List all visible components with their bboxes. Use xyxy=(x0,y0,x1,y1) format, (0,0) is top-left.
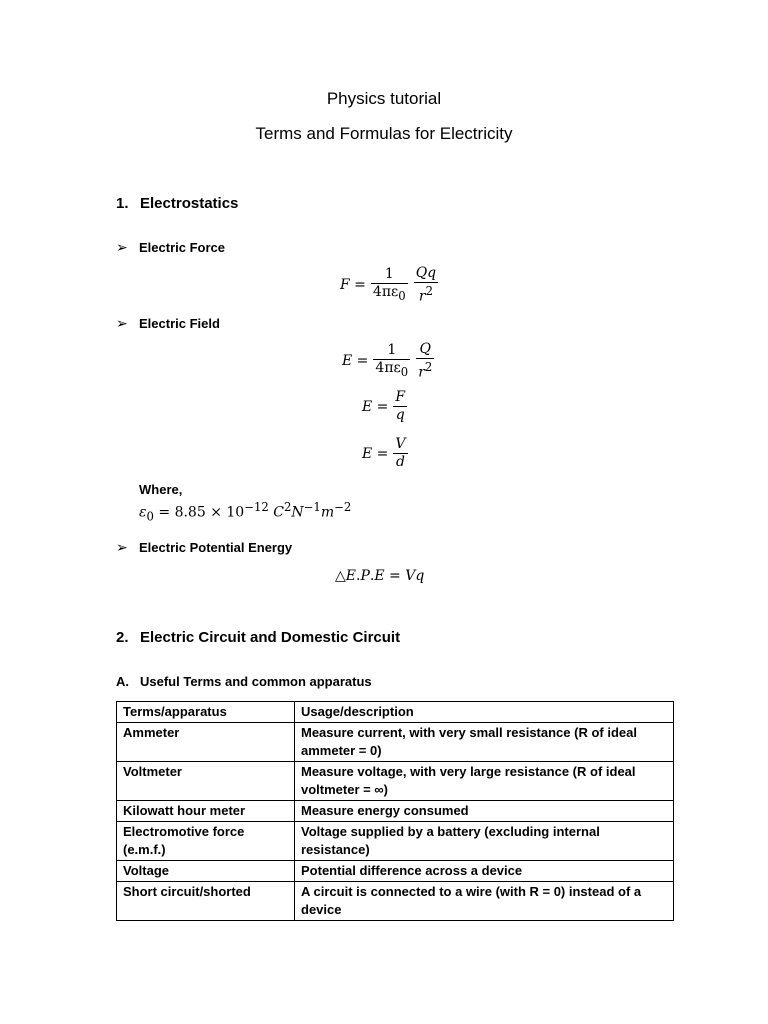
table-row xyxy=(117,822,674,861)
bullet-electric-potential-energy xyxy=(116,539,293,555)
coulomb-force-formula: F = $\frac{1}{4\pi\varepsilon_0}$ $\frac{Qq}{r^2}$ xyxy=(340,265,437,305)
table-row xyxy=(117,762,674,801)
field-from-charge-formula: E = $\frac{1}{4\pi\varepsilon_0}$ $\frac{Q}{r^2}$ xyxy=(342,341,433,381)
terms-table xyxy=(116,701,674,921)
term-cell: Voltmeter xyxy=(117,762,295,801)
table-row xyxy=(117,861,674,882)
term-cell: Voltage xyxy=(117,861,295,882)
arrow-bullet-icon: ➢ xyxy=(116,239,128,255)
description-cell: Potential difference across a device xyxy=(295,861,674,882)
term-cell: Electromotive force (e.m.f.) xyxy=(117,822,295,861)
term-cell: Ammeter xyxy=(117,723,295,762)
section-title: Electric Circuit and Domestic Circuit xyxy=(140,629,401,646)
field-voltage-distance-formula: E = $\frac{V}{d}$ xyxy=(362,436,406,470)
bullet-electric-force xyxy=(116,239,225,255)
bullet-label: Electric Force xyxy=(139,240,225,255)
table-header-row xyxy=(117,702,674,723)
section-heading-circuits xyxy=(116,629,400,646)
term-cell: Terms/apparatus xyxy=(117,702,295,723)
term-cell: Short circuit/shorted xyxy=(117,882,295,921)
description-cell: Measure voltage, with very large resistance (R of ideal voltmeter = ∞) xyxy=(295,762,674,801)
description-cell: Usage/description xyxy=(295,702,674,723)
section-number: 2. xyxy=(116,629,129,646)
table-row xyxy=(117,801,674,822)
where-label: Where, xyxy=(139,482,183,497)
term-cell: Kilowatt hour meter xyxy=(117,801,295,822)
subsection-heading-terms xyxy=(116,674,372,689)
section-title: Electrostatics xyxy=(140,195,239,212)
subsection-title: Useful Terms and common apparatus xyxy=(140,674,372,689)
permittivity-constant: $\varepsilon_0 = 8.85 \times 10^{-12}$ $C^2N^{-1}m^{-2}$ xyxy=(139,500,352,524)
arrow-bullet-icon: ➢ xyxy=(116,315,128,331)
description-cell: Voltage supplied by a battery (excluding internal resistance) xyxy=(295,822,674,861)
subsection-letter: A. xyxy=(116,674,129,689)
bullet-label: Electric Potential Energy xyxy=(139,540,293,555)
arrow-bullet-icon: ➢ xyxy=(116,539,128,555)
description-cell: A circuit is connected to a wire (with R = 0) instead of a device xyxy=(295,882,674,921)
bullet-label: Electric Field xyxy=(139,316,220,331)
field-force-per-charge-formula: E = $\frac{F}{q}$ xyxy=(362,389,406,423)
page-title: Physics tutorial xyxy=(326,89,442,108)
table-row xyxy=(117,882,674,921)
description-cell: Measure energy consumed xyxy=(295,801,674,822)
potential-energy-formula: △E.P.E = Vq xyxy=(335,568,425,584)
page-subtitle: Terms and Formulas for Electricity xyxy=(255,124,513,143)
description-cell: Measure current, with very small resistance (R of ideal ammeter = 0) xyxy=(295,723,674,762)
section-number: 1. xyxy=(116,195,129,212)
section-heading-electrostatics xyxy=(116,195,238,212)
bullet-electric-field xyxy=(116,315,220,331)
table-row xyxy=(117,723,674,762)
